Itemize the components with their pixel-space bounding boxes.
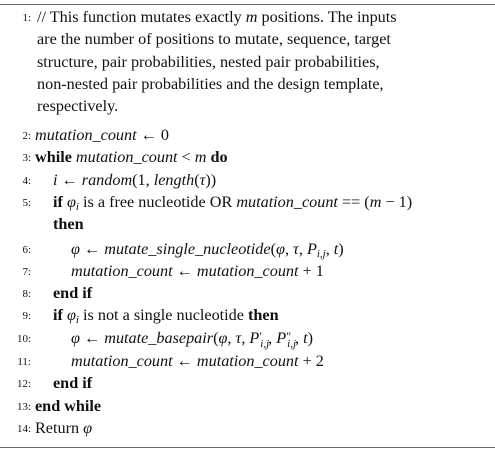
function: random	[81, 171, 133, 189]
symbol: φ	[66, 193, 76, 211]
variable: m	[194, 148, 207, 166]
function: length	[153, 171, 195, 189]
keyword: then	[53, 215, 84, 233]
keyword: end if	[53, 374, 93, 392]
line-number: 5:	[22, 197, 31, 209]
keyword: do	[210, 148, 228, 166]
line-number: 13:	[16, 401, 31, 413]
statement: φ ← mutate_single_nucleotide(φ, τ, $P_{i,j}$, t)	[71, 240, 344, 260]
symbol: t	[303, 329, 308, 347]
keyword: end while	[35, 397, 102, 415]
statement: while mutation_count < m do	[35, 148, 228, 166]
symbol: φ	[275, 240, 285, 258]
line-number: 14:	[16, 423, 31, 435]
comment-line: are the number of positions to mutate, sequence, target	[37, 30, 391, 49]
line-number: 9:	[22, 310, 31, 322]
keyword: if	[53, 193, 63, 211]
statement: mutation_count ← mutation_count + 2	[71, 352, 324, 370]
keyword: while	[35, 148, 72, 166]
text: is not a single nucleotide	[78, 306, 249, 324]
symbol: P	[276, 329, 287, 347]
variable: mutation_count	[35, 126, 137, 144]
comment-line: non-nested pair probabilities and the design template,	[37, 74, 384, 93]
bottom-rule	[0, 447, 495, 448]
variable: mutation_count	[196, 352, 299, 370]
function: mutate_basepair	[104, 329, 214, 347]
statement: mutation_count ← 0	[35, 126, 169, 144]
variable: mutation_count	[71, 352, 173, 370]
variable: mutation_count	[75, 148, 178, 166]
statement: if $\varphi_i$ is not a single nucleotide then	[53, 306, 279, 326]
line-number: 10:	[16, 333, 31, 345]
symbol: φ	[71, 329, 80, 347]
comment	[37, 6, 491, 117]
keyword: end if	[53, 284, 93, 302]
line-number: 2:	[22, 130, 31, 142]
comment-line: respectively.	[37, 97, 119, 116]
keyword: if	[53, 306, 63, 324]
symbol: φ	[66, 306, 76, 324]
symbol: φ	[71, 240, 80, 258]
variable: mutation_count	[236, 193, 338, 211]
variable: i	[53, 171, 58, 189]
keyword: OR	[209, 193, 233, 211]
symbol: τ	[293, 240, 299, 258]
symbol: φ	[218, 329, 228, 347]
line-number: 3:	[22, 152, 31, 164]
comment-line: structure, pair probabilities, nested pair probabilities,	[37, 52, 380, 71]
statement	[35, 417, 92, 439]
symbol: τ	[199, 171, 206, 189]
symbol: τ	[235, 329, 242, 347]
line-number: 4:	[22, 175, 31, 187]
statement: φ ← mutate_basepair(φ, τ, P ′ $_{i,j}$, P ″ $_{i,j}$, t)	[71, 329, 314, 350]
symbol: P	[249, 329, 260, 347]
function: mutate_single_nucleotide	[104, 240, 271, 258]
statement: if $\varphi_i$ is a free nucleotide OR mutation_count == (m − 1)	[53, 193, 413, 213]
line-number: 6:	[22, 244, 31, 256]
line-number: 7:	[22, 266, 31, 278]
line-number: 12:	[16, 378, 31, 390]
line-number: 1:	[22, 12, 31, 24]
statement: mutation_count ← mutation_count + 1	[71, 262, 324, 280]
variable: mutation_count	[196, 262, 299, 280]
text: Return	[35, 419, 84, 437]
variable: m	[369, 193, 382, 211]
top-rule	[0, 4, 495, 5]
symbol: φ	[83, 419, 93, 437]
variable: mutation_count	[71, 262, 173, 280]
text: is a free nucleotide	[78, 193, 210, 211]
line-number: 8:	[22, 288, 31, 300]
keyword: then	[248, 306, 279, 324]
statement: i ← random(1, length(τ))	[53, 171, 217, 189]
line-number: 11:	[17, 356, 31, 368]
comment-line: // This function mutates exactly m positions. The inputs	[37, 8, 397, 26]
symbol: P	[306, 240, 317, 258]
symbol: t	[333, 240, 339, 258]
